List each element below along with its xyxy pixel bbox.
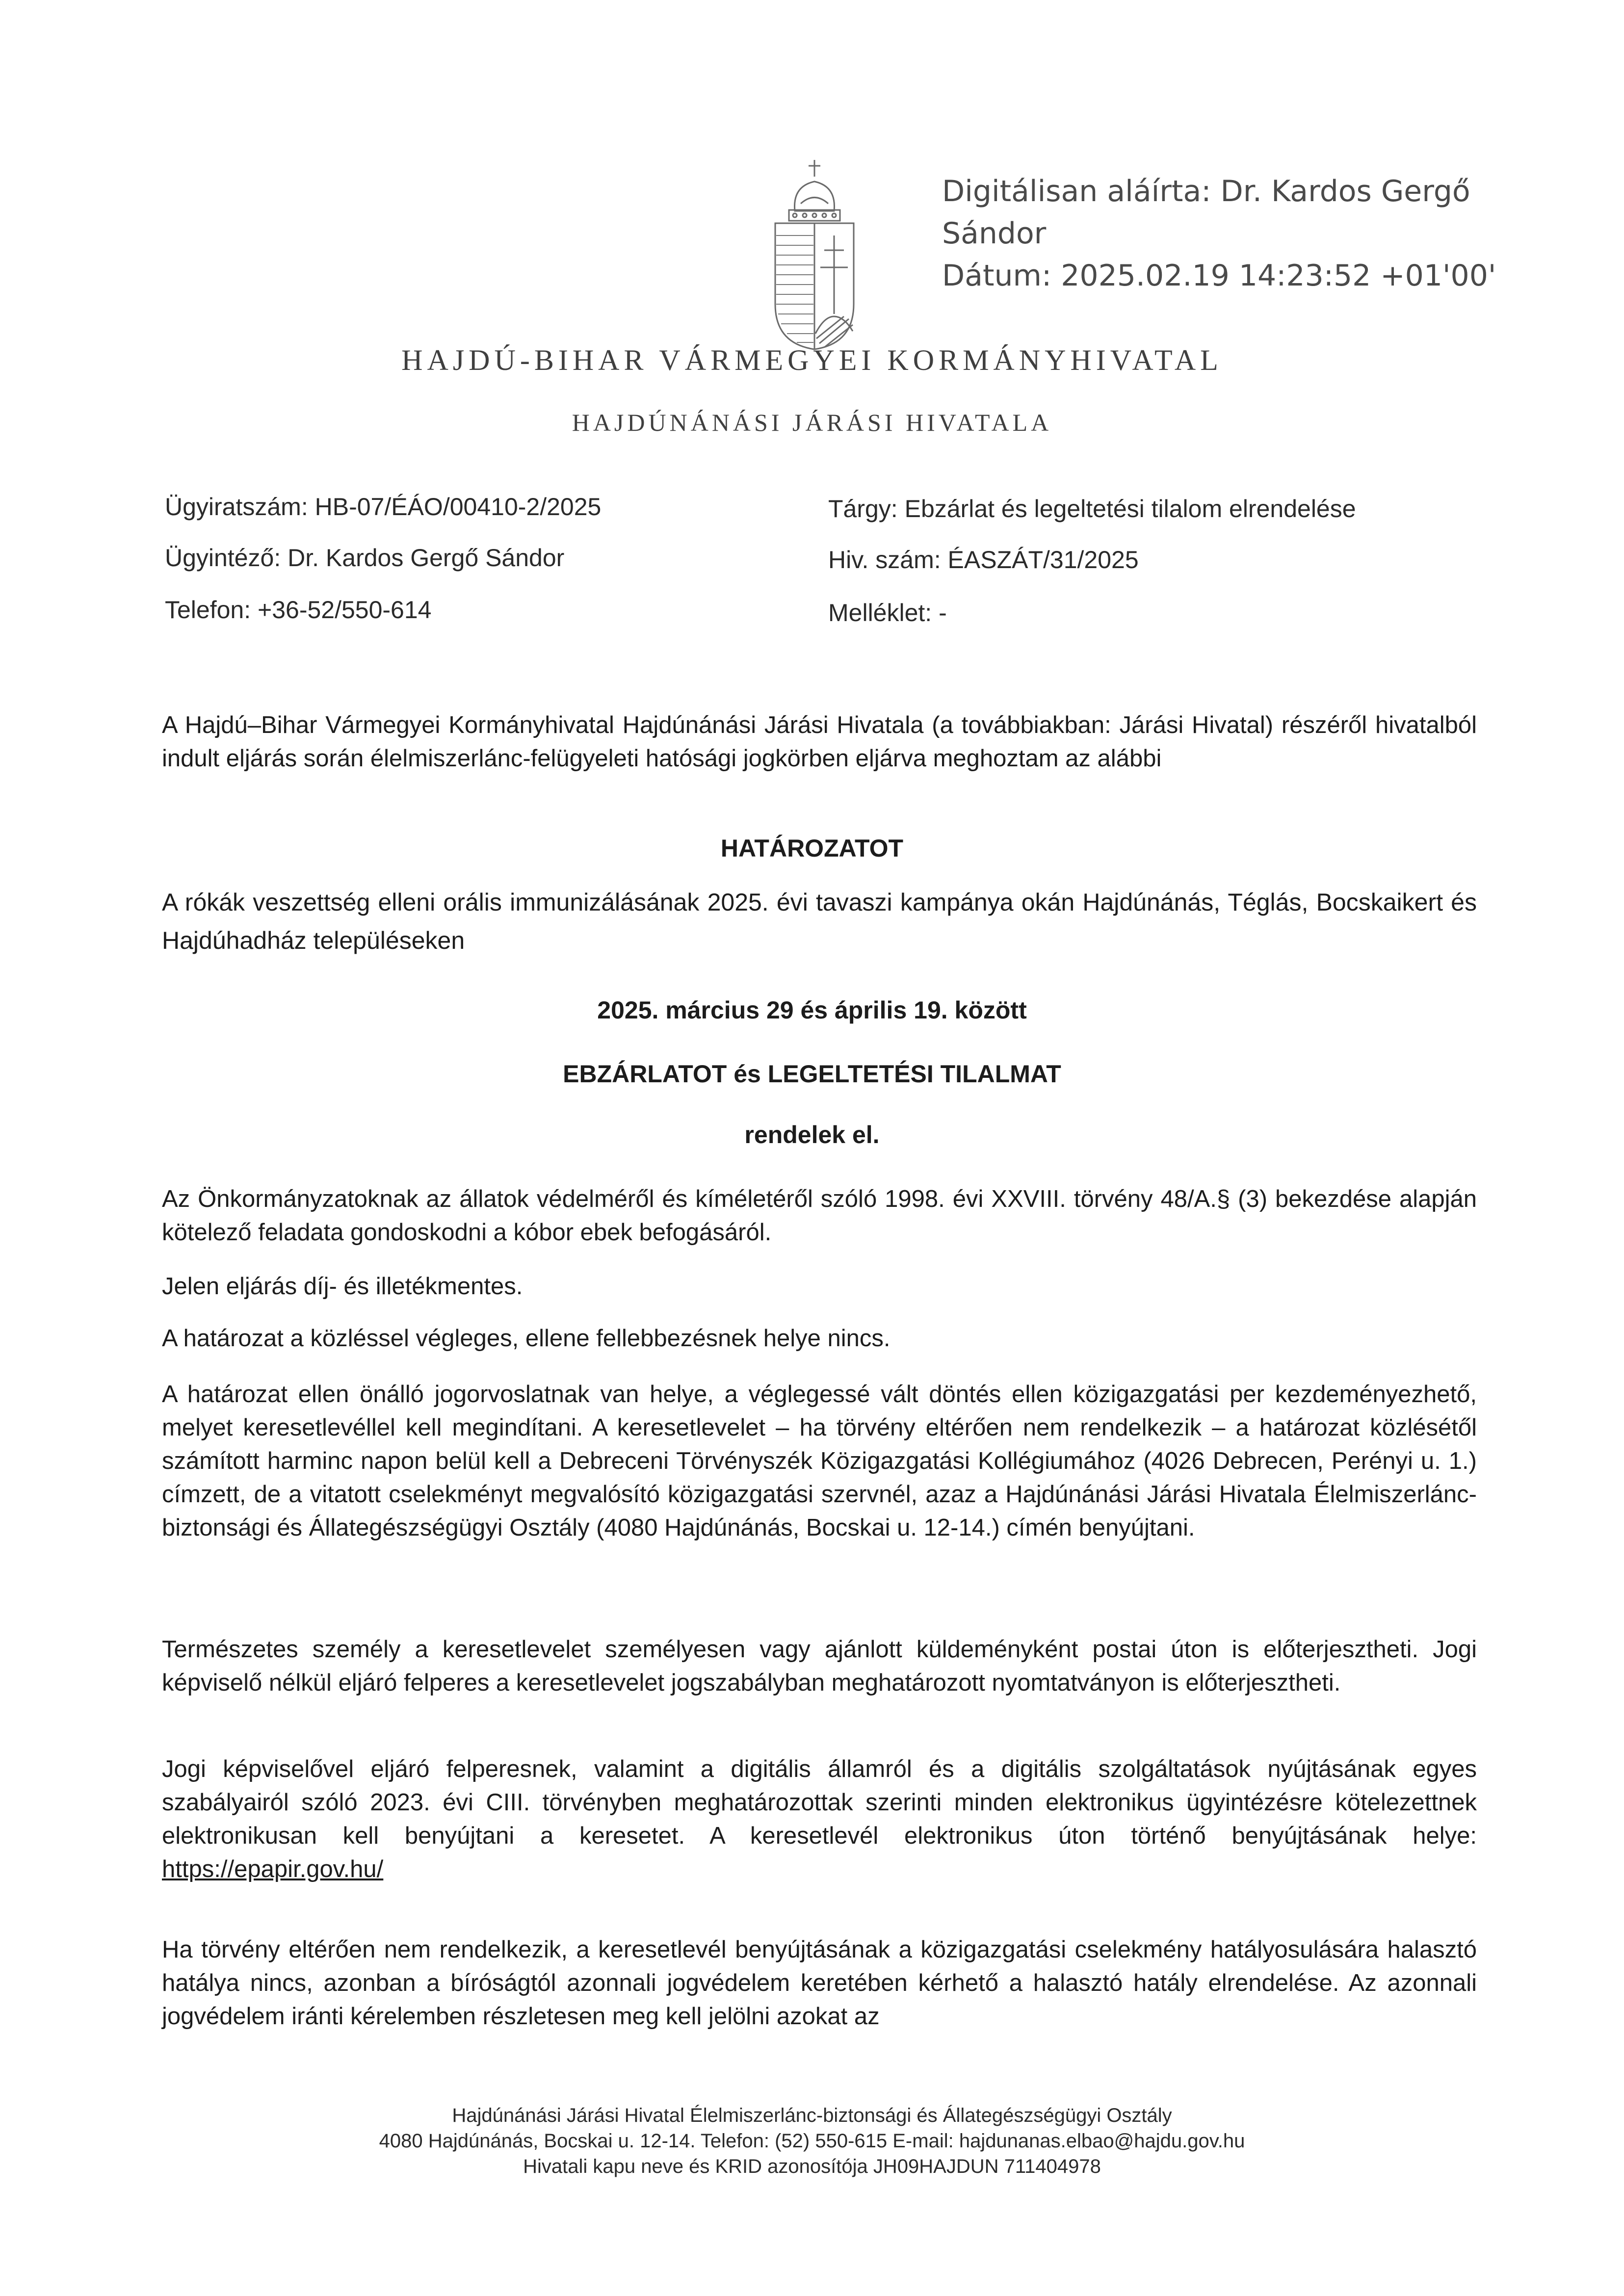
office-unit: HAJDÚNÁNÁSI JÁRÁSI HIVATALA (572, 409, 1052, 436)
municipal-paragraph: Az Önkormányzatoknak az állatok védelméről és kíméletéről szóló 1998. évi XXVIII. törvény 48/A.§ (3) bekezdése alapján kötelező feladata gondoskodni a kóbor ebek befogásáról. (162, 1186, 1477, 1246)
epapir-link[interactable]: https://epapir.gov.hu/ (162, 1856, 384, 1882)
legal-rep-paragraph (162, 1752, 1477, 1886)
remedy-paragraph: A határozat ellen önálló jogorvoslatnak van helye, a véglegessé vált döntés ellen közigazgatási per kezdeményezhető, melyet keresetlevéllel kell megindítani. A keresetlevelet – ha törvény eltérően nem rendelkezik – a határozat közlésétől számított harminc napon belül kell a Debreceni Törvényszék Közigazgatási Kollégiumához (4026 Debrecen, Perényi u. 1.) címzett, de a vitatott cselekményt megvalósító közigazgatási szervnél, azaz a Hajdúnánási Járási Hivatala Élelmiszerlánc-biztonsági és Állategészségügyi Osztály (4080 Hajdúnánás, Bocskai u. 12-14.) címén benyújtani. (162, 1381, 1477, 1541)
legal-rep-text: Jogi képviselővel eljáró felperesnek, valamint a digitális államról és a digitális szolgáltatások nyújtásának egyes szabályairól szóló 2023. évi CIII. törvényben meghatározottak szerinti minden elektronikus ügyintézésre kötelezettnek elektronikusan kell benyújtani a keresetet. A keresetlevél elektronikus úton történő benyújtásának helye: (162, 1756, 1477, 1849)
signature-name-continued: Sándor (942, 216, 1047, 251)
period: 2025. március 29 és április 19. között (597, 996, 1027, 1024)
decision-heading: HATÁROZATOT (720, 835, 904, 862)
administrator: Ügyintéző: Dr. Kardos Gergő Sándor (165, 544, 565, 572)
coat-of-arms-icon (765, 157, 864, 353)
signature-date: Dátum: 2025.02.19 14:23:52 +01'00' (942, 259, 1496, 293)
attachment: Melléklet: - (828, 599, 947, 626)
reference-number: Hiv. szám: ÉASZÁT/31/2025 (828, 546, 1139, 574)
footer-contact: 4080 Hajdúnánás, Bocskai u. 12-14. Telefon: (52) 550-615 E-mail: hajdunanas.elbao@hajdu.gov.hu (379, 2130, 1245, 2152)
measure: EBZÁRLATOT és LEGELTETÉSI TILALMAT (563, 1060, 1061, 1088)
case-number: Ügyiratszám: HB-07/ÉÁO/00410-2/2025 (165, 493, 602, 521)
footer-krid: Hivatali kapu neve és KRID azonosítója JH09HAJDUN 711404978 (523, 2156, 1101, 2177)
subject: Tárgy: Ebzárlat és legeltetési tilalom elrendelése (828, 495, 1356, 522)
office-name: HAJDÚ-BIHAR VÁRMEGYEI KORMÁNYHIVATAL (401, 344, 1223, 376)
intro-paragraph: A Hajdú–Bihar Vármegyei Kormányhivatal Hajdúnánási Járási Hivatala (a továbbiakban: Járási Hivatal) részéről hivatalból indult eljárás során élelmiszerlánc-felügyeleti hatósági jogkörben eljárva meghoztam az alábbi (162, 712, 1477, 772)
suspensive-effect-paragraph: Ha törvény eltérően nem rendelkezik, a keresetlevél benyújtásának a közigazgatási cselekmény hatályosulására halasztó hatálya nincs, azonban a bíróságtól azonnali jogvédelem keretében kérhető a halasztó hatály elrendelése. Az azonnali jogvédelem iránti kérelemben részletesen meg kell jelölni azokat az (162, 1936, 1477, 2030)
footer-department: Hajdúnánási Járási Hivatal Élelmiszerlánc-biztonsági és Állategészségügyi Osztály (452, 2105, 1172, 2126)
signature-signed-by: Digitálisan aláírta: Dr. Kardos Gergő (942, 174, 1470, 209)
final-paragraph: A határozat a közléssel végleges, ellene fellebbezésnek helye nincs. (162, 1325, 891, 1352)
order: rendelek el. (744, 1121, 880, 1148)
phone: Telefon: +36-52/550-614 (165, 596, 432, 624)
natural-person-paragraph: Természetes személy a keresetlevelet személyesen vagy ajánlott küldeményként postai úton is előterjesztheti. Jogi képviselő nélkül eljáró felperes a keresetlevelet jogszabályban meghatározott nyomtatványon is előterjesztheti. (162, 1636, 1477, 1696)
fee-paragraph: Jelen eljárás díj- és illetékmentes. (162, 1273, 523, 1300)
campaign-paragraph: A rókák veszettség elleni orális immunizálásának 2025. évi tavaszi kampánya okán Hajdúnánás, Téglás, Bocskaikert és Hajdúhadház településeken (162, 888, 1477, 954)
